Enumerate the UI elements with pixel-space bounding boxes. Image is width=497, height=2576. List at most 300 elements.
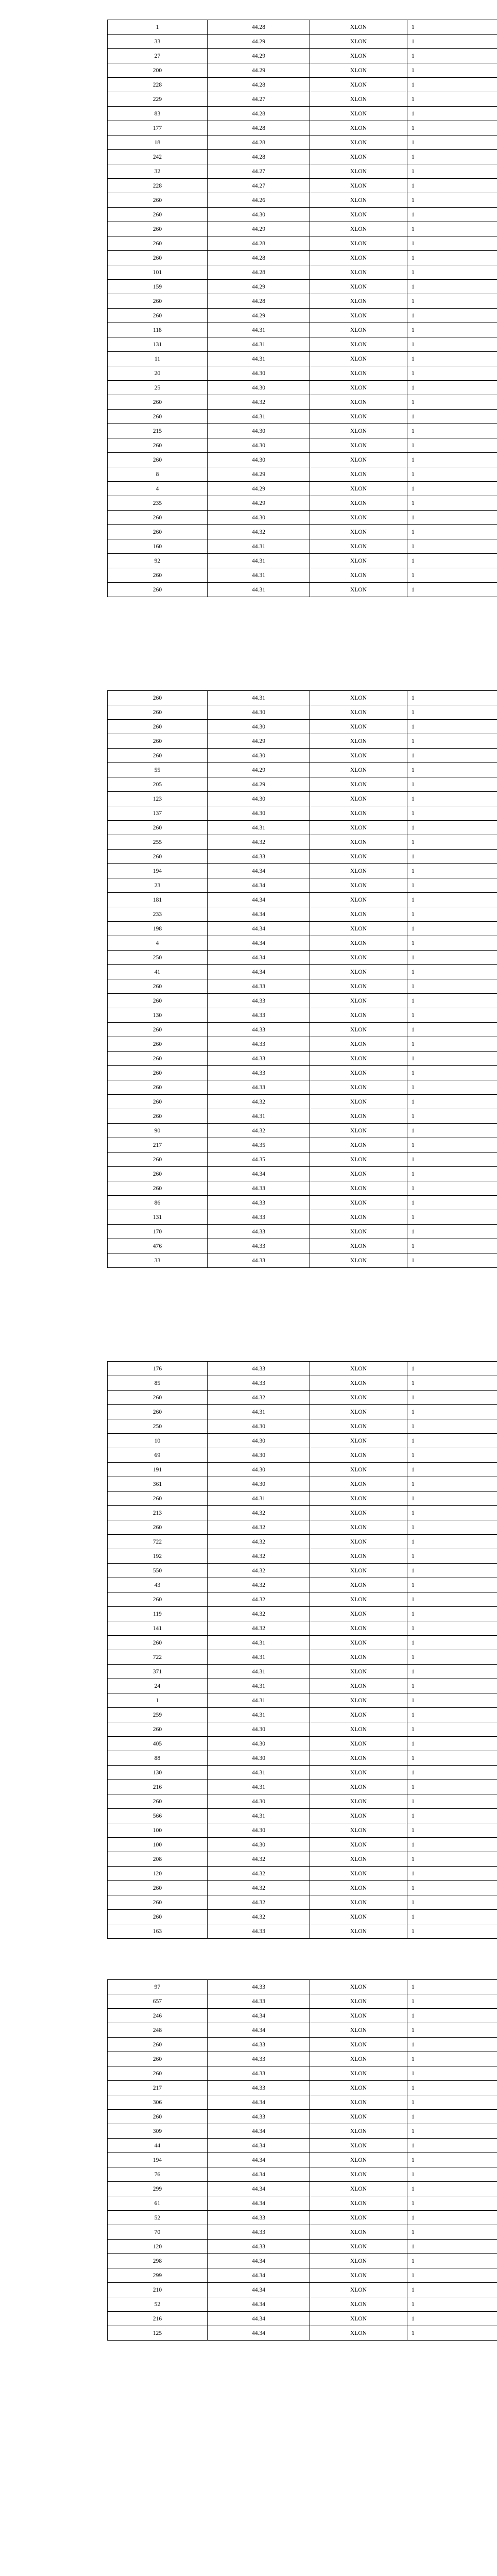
transactions-table [107, 690, 497, 1268]
price-cell: 44.31 [208, 1679, 310, 1693]
time-cell: 1 [407, 806, 497, 821]
volume-cell: 260 [108, 1080, 208, 1095]
table-row [108, 1867, 497, 1881]
volume-cell: 405 [108, 1737, 208, 1751]
table-row [108, 763, 497, 777]
table-row [108, 78, 497, 92]
time-cell: 1 [407, 1138, 497, 1153]
price-cell: 44.31 [208, 568, 310, 583]
venue-cell: XLON [310, 2268, 407, 2283]
venue-cell: XLON [310, 1253, 407, 1268]
time-cell: 1 [407, 1362, 497, 1376]
time-cell: 1 [407, 496, 497, 511]
price-cell: 44.30 [208, 438, 310, 453]
time-cell: 1 [407, 1080, 497, 1095]
volume-cell: 198 [108, 922, 208, 936]
price-cell: 44.33 [208, 1052, 310, 1066]
venue-cell: XLON [310, 2110, 407, 2124]
table-row [108, 20, 497, 35]
table-row [108, 294, 497, 309]
time-cell: 1 [407, 1095, 497, 1109]
table-row [108, 1794, 497, 1809]
table-row [108, 438, 497, 453]
table-row [108, 208, 497, 222]
time-cell: 1 [407, 265, 497, 280]
time-cell: 1 [407, 1023, 497, 1037]
table-row [108, 2312, 497, 2326]
time-cell: 1 [407, 107, 497, 121]
venue-cell: XLON [310, 1095, 407, 1109]
table-row [108, 777, 497, 792]
time-cell: 1 [407, 2211, 497, 2225]
table-row [108, 1052, 497, 1066]
time-cell: 1 [407, 1253, 497, 1268]
venue-cell: XLON [310, 294, 407, 309]
table-row [108, 1167, 497, 1181]
venue-cell: XLON [310, 835, 407, 850]
venue-cell: XLON [310, 705, 407, 720]
time-cell: 1 [407, 438, 497, 453]
venue-cell: XLON [310, 49, 407, 63]
price-cell: 44.33 [208, 1023, 310, 1037]
time-cell: 1 [407, 2095, 497, 2110]
table-row [108, 1650, 497, 1665]
time-cell: 1 [407, 1809, 497, 1823]
venue-cell: XLON [310, 121, 407, 135]
time-cell: 1 [407, 878, 497, 893]
time-cell: 1 [407, 2167, 497, 2182]
table-row [108, 1592, 497, 1607]
volume-cell: 260 [108, 453, 208, 467]
table-row [108, 922, 497, 936]
volume-cell: 4 [108, 482, 208, 496]
venue-cell: XLON [310, 965, 407, 979]
venue-cell: XLON [310, 1109, 407, 1124]
table-row [108, 2052, 497, 2066]
time-cell: 1 [407, 1722, 497, 1737]
venue-cell: XLON [310, 496, 407, 511]
price-cell: 44.32 [208, 1895, 310, 1910]
price-cell: 44.30 [208, 1737, 310, 1751]
table-row [108, 691, 497, 705]
table-row [108, 2225, 497, 2240]
volume-cell: 130 [108, 1008, 208, 1023]
price-cell: 44.29 [208, 309, 310, 323]
price-cell: 44.29 [208, 496, 310, 511]
time-cell: 1 [407, 424, 497, 438]
venue-cell: XLON [310, 1196, 407, 1210]
venue-cell: XLON [310, 1023, 407, 1037]
volume-cell: 260 [108, 1405, 208, 1419]
price-cell: 44.34 [208, 2124, 310, 2139]
volume-cell: 217 [108, 1138, 208, 1153]
price-cell: 44.30 [208, 1794, 310, 1809]
price-cell: 44.30 [208, 1419, 310, 1434]
venue-cell: XLON [310, 1910, 407, 1924]
venue-cell: XLON [310, 1823, 407, 1838]
time-cell: 1 [407, 1794, 497, 1809]
venue-cell: XLON [310, 438, 407, 453]
price-cell: 44.29 [208, 222, 310, 236]
table-row [108, 49, 497, 63]
time-cell: 1 [407, 1225, 497, 1239]
volume-cell: 208 [108, 1852, 208, 1867]
volume-cell: 32 [108, 164, 208, 179]
price-cell: 44.26 [208, 193, 310, 208]
price-cell: 44.34 [208, 951, 310, 965]
price-cell: 44.31 [208, 583, 310, 597]
price-cell: 44.34 [208, 936, 310, 951]
volume-cell: 361 [108, 1477, 208, 1492]
table-row [108, 2254, 497, 2268]
time-cell: 1 [407, 2326, 497, 2341]
venue-cell: XLON [310, 1167, 407, 1181]
time-cell: 1 [407, 691, 497, 705]
venue-cell: XLON [310, 511, 407, 525]
price-cell: 44.29 [208, 49, 310, 63]
price-cell: 44.33 [208, 1239, 310, 1253]
venue-cell: XLON [310, 2225, 407, 2240]
venue-cell: XLON [310, 1520, 407, 1535]
volume-cell: 260 [108, 1037, 208, 1052]
venue-cell: XLON [310, 1708, 407, 1722]
venue-cell: XLON [310, 1066, 407, 1080]
time-cell: 1 [407, 150, 497, 164]
time-cell: 1 [407, 539, 497, 554]
table-row [108, 1564, 497, 1578]
price-cell: 44.31 [208, 337, 310, 352]
time-cell: 1 [407, 1434, 497, 1448]
price-cell: 44.33 [208, 2211, 310, 2225]
price-cell: 44.33 [208, 2066, 310, 2081]
price-cell: 44.32 [208, 1391, 310, 1405]
volume-cell: 131 [108, 1210, 208, 1225]
price-cell: 44.32 [208, 1506, 310, 1520]
volume-cell: 260 [108, 1023, 208, 1037]
price-cell: 44.35 [208, 1138, 310, 1153]
volume-cell: 43 [108, 1578, 208, 1592]
price-cell: 44.28 [208, 251, 310, 265]
venue-cell: XLON [310, 979, 407, 994]
table-row [108, 1737, 497, 1751]
volume-cell: 215 [108, 424, 208, 438]
table-row [108, 1708, 497, 1722]
price-cell: 44.30 [208, 749, 310, 763]
volume-cell: 260 [108, 2110, 208, 2124]
price-cell: 44.33 [208, 850, 310, 864]
volume-cell: 170 [108, 1225, 208, 1239]
table-row [108, 1636, 497, 1650]
table-row [108, 1225, 497, 1239]
venue-cell: XLON [310, 2081, 407, 2095]
venue-cell: XLON [310, 777, 407, 792]
volume-cell: 260 [108, 1153, 208, 1167]
volume-cell: 260 [108, 2038, 208, 2052]
venue-cell: XLON [310, 208, 407, 222]
price-cell: 44.28 [208, 135, 310, 150]
price-cell: 44.29 [208, 280, 310, 294]
venue-cell: XLON [310, 1621, 407, 1636]
venue-cell: XLON [310, 1751, 407, 1766]
venue-cell: XLON [310, 366, 407, 381]
table-row [108, 1994, 497, 2009]
price-cell: 44.32 [208, 1124, 310, 1138]
time-cell: 1 [407, 994, 497, 1008]
volume-cell: 259 [108, 1708, 208, 1722]
venue-cell: XLON [310, 1924, 407, 1939]
volume-cell: 371 [108, 1665, 208, 1679]
venue-cell: XLON [310, 1434, 407, 1448]
volume-cell: 160 [108, 539, 208, 554]
time-cell: 1 [407, 1751, 497, 1766]
table-row [108, 179, 497, 193]
table-row [108, 2038, 497, 2052]
venue-cell: XLON [310, 994, 407, 1008]
venue-cell: XLON [310, 63, 407, 78]
volume-cell: 192 [108, 1549, 208, 1564]
time-cell: 1 [407, 568, 497, 583]
table-row [108, 2326, 497, 2341]
venue-cell: XLON [310, 2254, 407, 2268]
time-cell: 1 [407, 1066, 497, 1080]
time-cell: 1 [407, 35, 497, 49]
price-cell: 44.30 [208, 424, 310, 438]
venue-cell: XLON [310, 922, 407, 936]
volume-cell: 242 [108, 150, 208, 164]
venue-cell: XLON [310, 2240, 407, 2254]
table-row [108, 1520, 497, 1535]
price-cell: 44.31 [208, 1693, 310, 1708]
price-cell: 44.34 [208, 878, 310, 893]
venue-cell: XLON [310, 1895, 407, 1910]
time-cell: 1 [407, 1448, 497, 1463]
table-row [108, 1980, 497, 1994]
time-cell: 1 [407, 1650, 497, 1665]
table-row [108, 936, 497, 951]
venue-cell: XLON [310, 525, 407, 539]
table-row [108, 121, 497, 135]
price-cell: 44.30 [208, 1838, 310, 1852]
volume-cell: 260 [108, 994, 208, 1008]
time-cell: 1 [407, 583, 497, 597]
volume-cell: 181 [108, 893, 208, 907]
table-row [108, 1448, 497, 1463]
table-row [108, 2211, 497, 2225]
volume-cell: 722 [108, 1535, 208, 1549]
table-row [108, 92, 497, 107]
volume-cell: 18 [108, 135, 208, 150]
table-row [108, 1535, 497, 1549]
table-row [108, 821, 497, 835]
price-cell: 44.31 [208, 1708, 310, 1722]
price-cell: 44.31 [208, 1405, 310, 1419]
time-cell: 1 [407, 850, 497, 864]
time-cell: 1 [407, 2297, 497, 2312]
venue-cell: XLON [310, 554, 407, 568]
table-row [108, 1549, 497, 1564]
venue-cell: XLON [310, 792, 407, 806]
time-cell: 1 [407, 936, 497, 951]
table-row [108, 1492, 497, 1506]
table-row [108, 63, 497, 78]
price-cell: 44.33 [208, 2240, 310, 2254]
volume-cell: 260 [108, 236, 208, 251]
venue-cell: XLON [310, 1210, 407, 1225]
venue-cell: XLON [310, 1607, 407, 1621]
table-row [108, 1722, 497, 1737]
venue-cell: XLON [310, 1809, 407, 1823]
table-row [108, 467, 497, 482]
venue-cell: XLON [310, 821, 407, 835]
price-cell: 44.35 [208, 1153, 310, 1167]
venue-cell: XLON [310, 1124, 407, 1138]
time-cell: 1 [407, 222, 497, 236]
time-cell: 1 [407, 309, 497, 323]
time-cell: 1 [407, 2182, 497, 2196]
volume-cell: 309 [108, 2124, 208, 2139]
time-cell: 1 [407, 1607, 497, 1621]
volume-cell: 194 [108, 2153, 208, 2167]
price-cell: 44.34 [208, 907, 310, 922]
price-cell: 44.29 [208, 63, 310, 78]
table-row [108, 2095, 497, 2110]
price-cell: 44.32 [208, 395, 310, 410]
price-cell: 44.29 [208, 734, 310, 749]
table-row [108, 1023, 497, 1037]
venue-cell: XLON [310, 568, 407, 583]
time-cell: 1 [407, 2283, 497, 2297]
venue-cell: XLON [310, 2196, 407, 2211]
venue-cell: XLON [310, 1535, 407, 1549]
time-cell: 1 [407, 777, 497, 792]
volume-cell: 260 [108, 734, 208, 749]
table-row [108, 1679, 497, 1693]
time-cell: 1 [407, 705, 497, 720]
volume-cell: 260 [108, 979, 208, 994]
table-row [108, 734, 497, 749]
table-row [108, 280, 497, 294]
price-cell: 44.30 [208, 366, 310, 381]
price-cell: 44.32 [208, 1095, 310, 1109]
transactions-table [107, 20, 497, 597]
table-row [108, 35, 497, 49]
volume-cell: 255 [108, 835, 208, 850]
table-row [108, 1181, 497, 1196]
price-cell: 44.33 [208, 1362, 310, 1376]
time-cell: 1 [407, 1405, 497, 1419]
time-cell: 1 [407, 835, 497, 850]
volume-cell: 260 [108, 193, 208, 208]
time-cell: 1 [407, 381, 497, 395]
venue-cell: XLON [310, 20, 407, 35]
volume-cell: 101 [108, 265, 208, 280]
venue-cell: XLON [310, 2153, 407, 2167]
table-row [108, 1239, 497, 1253]
table-row [108, 878, 497, 893]
price-cell: 44.31 [208, 410, 310, 424]
time-cell: 1 [407, 2196, 497, 2211]
volume-cell: 52 [108, 2211, 208, 2225]
price-cell: 44.30 [208, 1722, 310, 1737]
volume-cell: 120 [108, 1867, 208, 1881]
price-cell: 44.34 [208, 2182, 310, 2196]
time-cell: 1 [407, 1210, 497, 1225]
price-cell: 44.31 [208, 821, 310, 835]
volume-cell: 44 [108, 2139, 208, 2153]
volume-cell: 299 [108, 2268, 208, 2283]
table-row [108, 1766, 497, 1780]
time-cell: 1 [407, 511, 497, 525]
price-cell: 44.30 [208, 453, 310, 467]
table-row [108, 1066, 497, 1080]
venue-cell: XLON [310, 1722, 407, 1737]
volume-cell: 10 [108, 1434, 208, 1448]
table-row [108, 352, 497, 366]
table-row [108, 1838, 497, 1852]
table-row [108, 1895, 497, 1910]
time-cell: 1 [407, 864, 497, 878]
venue-cell: XLON [310, 2283, 407, 2297]
venue-cell: XLON [310, 1592, 407, 1607]
time-cell: 1 [407, 2023, 497, 2038]
venue-cell: XLON [310, 309, 407, 323]
time-cell: 1 [407, 20, 497, 35]
time-cell: 1 [407, 1636, 497, 1650]
time-cell: 1 [407, 179, 497, 193]
table-row [108, 1037, 497, 1052]
venue-cell: XLON [310, 691, 407, 705]
volume-cell: 260 [108, 1895, 208, 1910]
venue-cell: XLON [310, 381, 407, 395]
volume-cell: 260 [108, 1181, 208, 1196]
time-cell: 1 [407, 2009, 497, 2023]
table-row [108, 2066, 497, 2081]
time-cell: 1 [407, 554, 497, 568]
volume-cell: 216 [108, 1780, 208, 1794]
venue-cell: XLON [310, 806, 407, 821]
time-cell: 1 [407, 121, 497, 135]
time-cell: 1 [407, 1665, 497, 1679]
table-row [108, 864, 497, 878]
time-cell: 1 [407, 395, 497, 410]
time-cell: 1 [407, 410, 497, 424]
volume-cell: 298 [108, 2254, 208, 2268]
volume-cell: 69 [108, 1448, 208, 1463]
time-cell: 1 [407, 2052, 497, 2066]
table-row [108, 1253, 497, 1268]
venue-cell: XLON [310, 1636, 407, 1650]
time-cell: 1 [407, 49, 497, 63]
table-row [108, 222, 497, 236]
volume-cell: 191 [108, 1463, 208, 1477]
volume-cell: 88 [108, 1751, 208, 1766]
time-cell: 1 [407, 965, 497, 979]
price-cell: 44.34 [208, 2326, 310, 2341]
table-row [108, 2124, 497, 2139]
price-cell: 44.30 [208, 1448, 310, 1463]
volume-cell: 550 [108, 1564, 208, 1578]
time-cell: 1 [407, 821, 497, 835]
table-row [108, 2240, 497, 2254]
venue-cell: XLON [310, 2182, 407, 2196]
venue-cell: XLON [310, 1362, 407, 1376]
venue-cell: XLON [310, 2326, 407, 2341]
price-cell: 44.33 [208, 1181, 310, 1196]
volume-cell: 299 [108, 2182, 208, 2196]
time-cell: 1 [407, 525, 497, 539]
volume-cell: 260 [108, 438, 208, 453]
volume-cell: 260 [108, 1391, 208, 1405]
